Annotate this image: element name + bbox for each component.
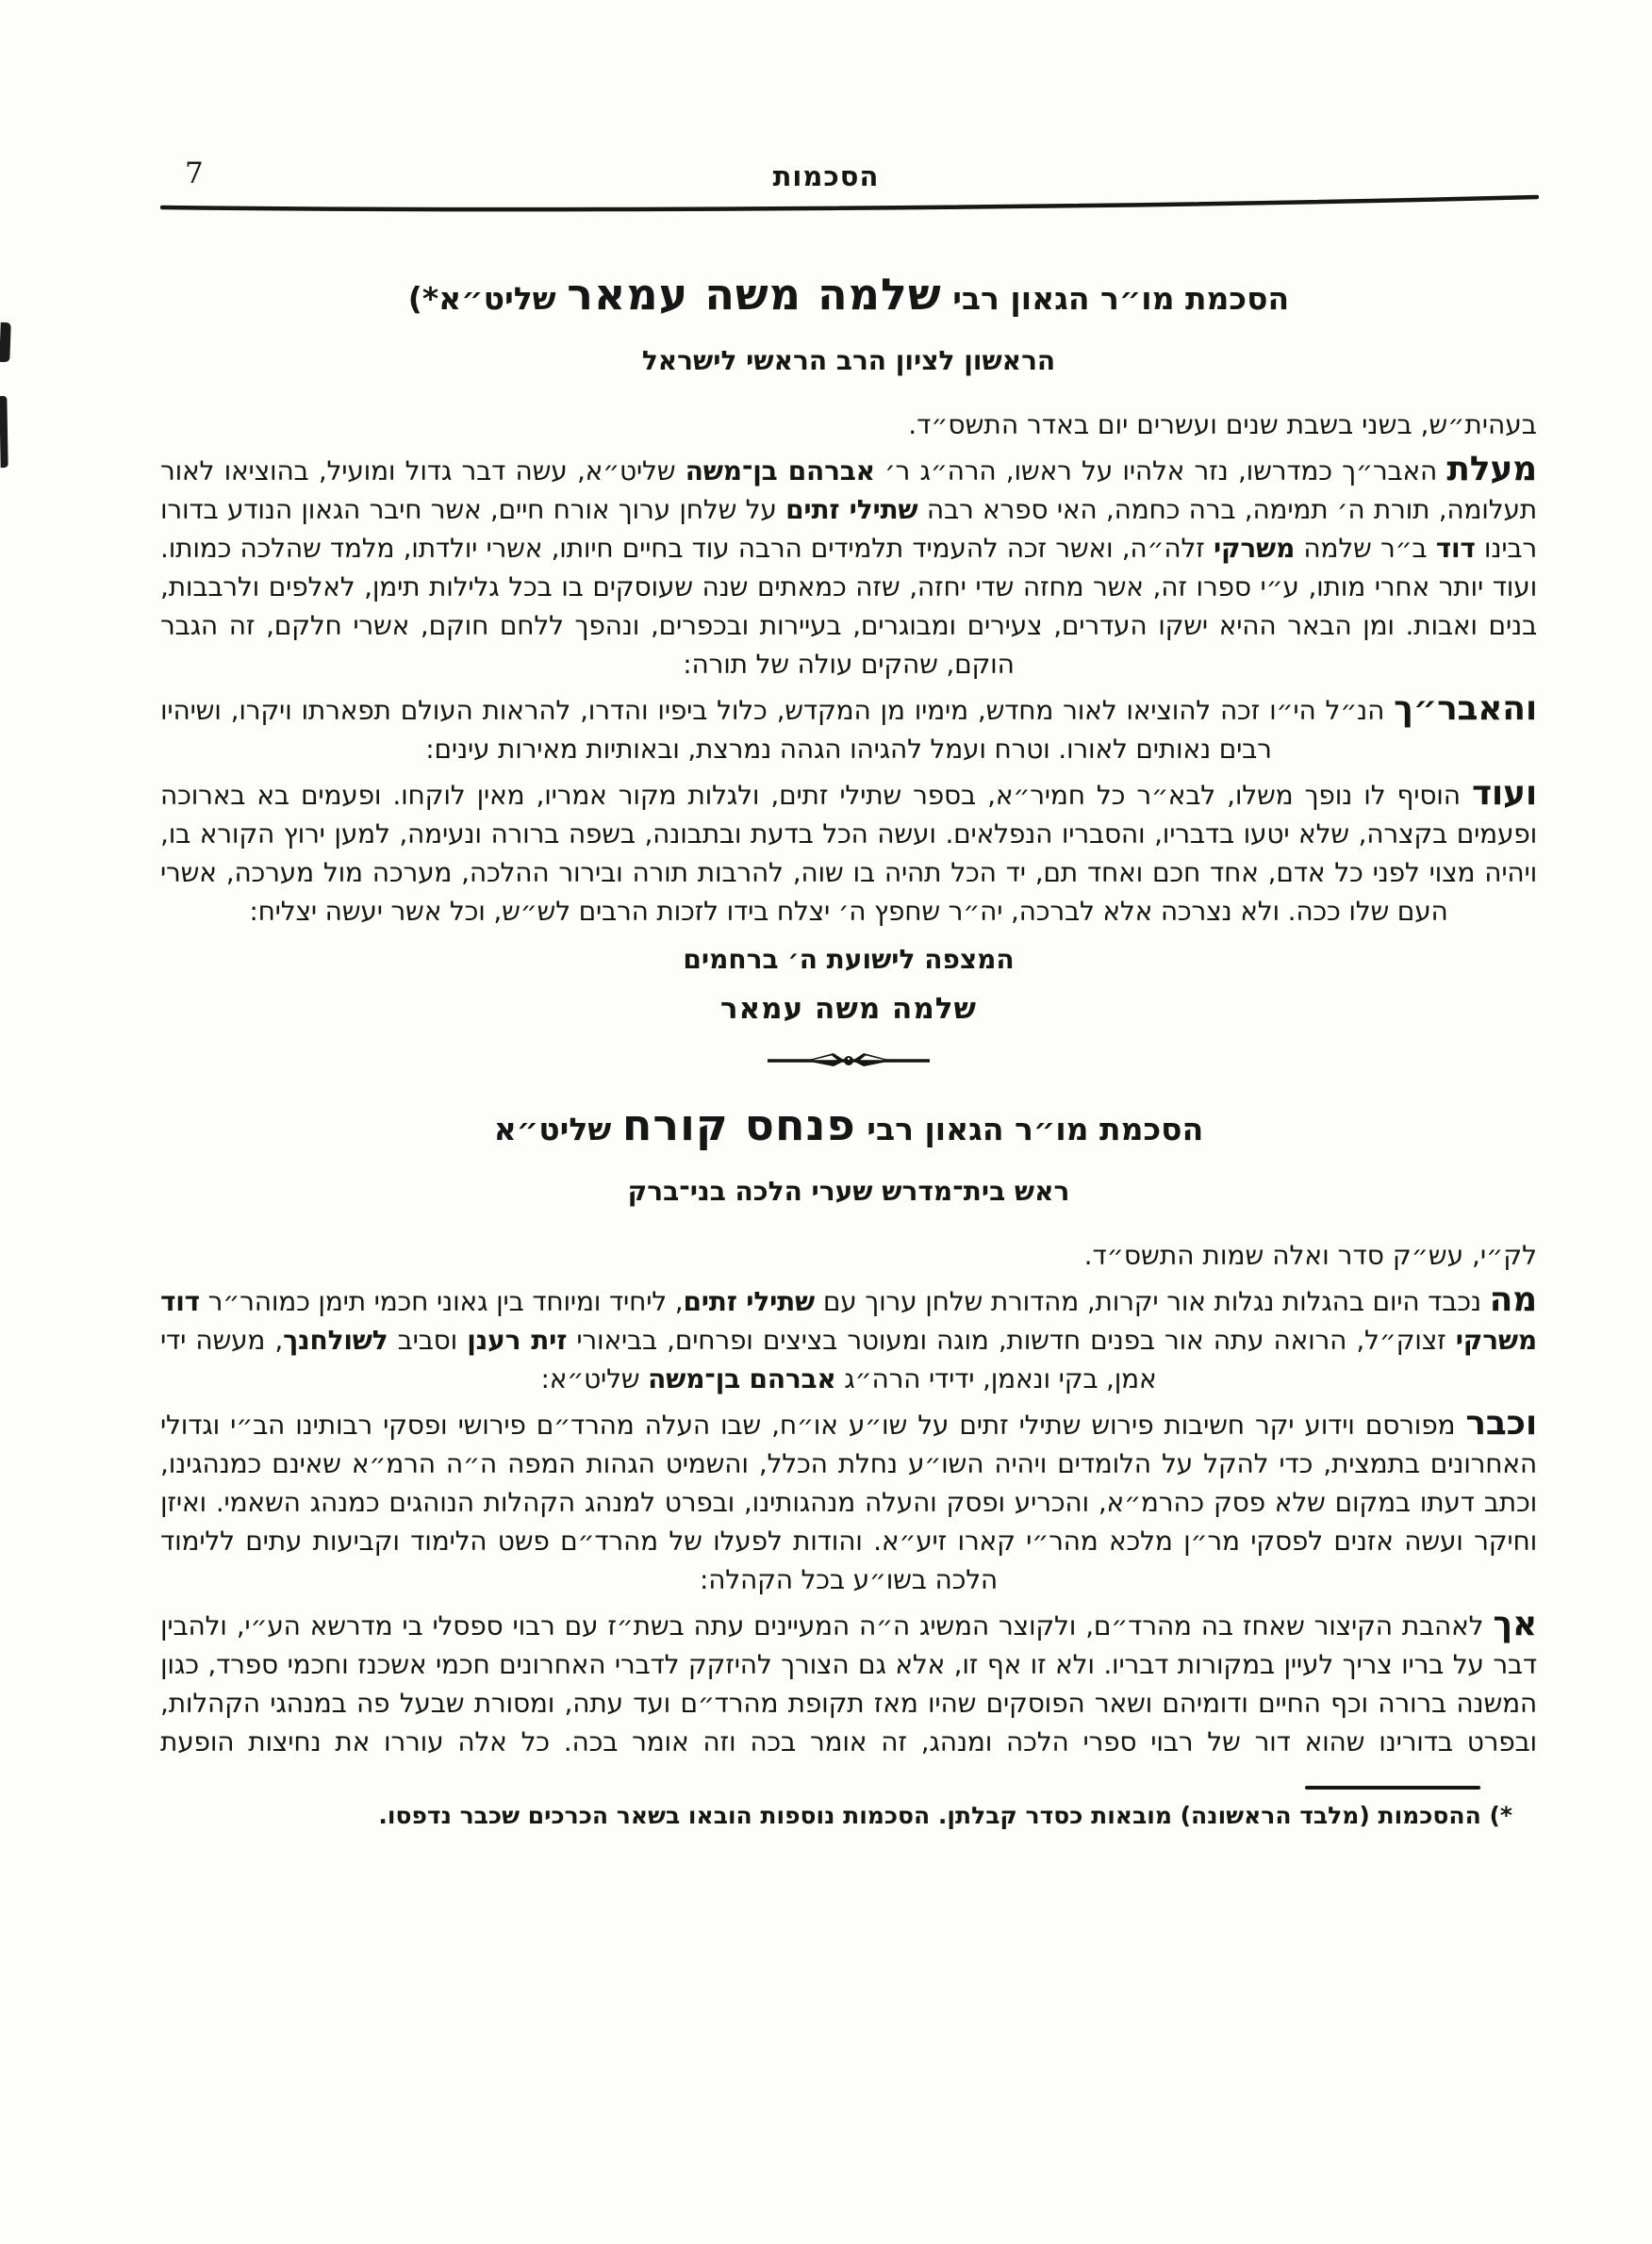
paragraph (160, 452, 1537, 684)
paragraph (160, 691, 1537, 768)
header-rule (160, 194, 1539, 215)
approbation-section-korach (160, 1097, 1537, 1761)
paragraph-lead-word: מה (1489, 1280, 1537, 1319)
footnote-marker: *) (1489, 1802, 1512, 1829)
section-title-name: שלמה משה עמאר (567, 269, 942, 320)
footnote-text (160, 1801, 1537, 1831)
footnote-rule (1305, 1786, 1480, 1790)
paragraph (160, 776, 1537, 931)
section-title (160, 1097, 1537, 1157)
section-title-pre: הסכמת מו״ר הגאון רבי (867, 1111, 1204, 1147)
approbation-section-amar (160, 267, 1537, 1026)
paragraph-lead-word: אך (1493, 1605, 1537, 1643)
dateline: לק״י, עש״ק סדר ואלה שמות התשס״ד. (1083, 1240, 1537, 1271)
text-run: הנ״ל הי״ו זכה להוציאו לאור מחדש, מימיו מן המקדש, כלול ביפיו והדרו, להראות העולם תפארתו ויקרו, ושיהיו רבים נאותים לאורו. וטרח ועמל להגיהו הגהה נמרצת, ובאותיות מאירות עינים: (160, 695, 1395, 765)
text-run: , ליחיד ומיוחד בין גאוני חכמי תימן כמוהר״ר (199, 1286, 684, 1317)
text-run: דוד משרקי (160, 1286, 1537, 1356)
text-run: שליט״א: (540, 1363, 649, 1394)
signature-name: שלמה משה עמאר (719, 992, 978, 1026)
text-run: על שלחן ערוך אורח חיים, אשר חיבר הגאון הנודע בדורו רבינו (160, 494, 1537, 564)
text-run: , מעשה ידי אמן, בקי ונאמן, ידידי הרה״ג (160, 1325, 1157, 1394)
signature-blessing: המצפה לישועת ה׳ ברחמים (683, 944, 1015, 975)
section-divider (160, 1050, 1537, 1075)
text-run: שליט״א, עשה דבר גדול ומועיל, בהוציאו לאור תעלומה, תורת ה׳ תמימה, ברה כחמה, האי ספרא רבה (160, 455, 1537, 525)
paragraphs (160, 452, 1537, 931)
footnote-body: ההסכמות (מלבד הראשונה) מובאות כסדר קבלתן. הסכמות נוספות הובאו בשאר הכרכים שכבר נדפסו. (378, 1802, 1481, 1829)
page-number: 7 (185, 157, 204, 190)
paragraph (160, 1406, 1537, 1599)
running-head-title: הסכמות (772, 160, 880, 192)
section-title-post: שליט״א (493, 1111, 612, 1147)
paragraph-lead-word: ועוד (1471, 774, 1537, 813)
text-run: דוד (1435, 533, 1476, 564)
text-run: לשולחנך (283, 1325, 388, 1356)
paragraph-lead-word: מעלת (1446, 450, 1537, 488)
section-subtitle: ראש בית־מדרש שערי הלכה בני־ברק (627, 1176, 1070, 1207)
paragraph (160, 1282, 1537, 1398)
text-run: מפורסם וידוע יקר חשיבות פירוש שתילי זתים על שו״ע או״ח, שבו העלה מהרד״ם פירושי ופסקי רבותינו הב״י וגדולי האחרונים בתמצית, כדי להקל על הלומדים ויהיה השו״ע נחלת הכלל, והשמיט הגהות המפה ה״ה הרמ״א שאינם כמנהגינו, וכתב דעתו במקום שלא פסק כהרמ״א, והכריע ופסק והעלה מנהגותינו, ובפרט למנהג הקהלות הנוהגים כמנהג השאמי. ואיזן וחיקר ועשה אזנים לפסקי מר״ן מלכא מהר״י קארו זיע״א. והודות לפעלו של מהרד״ם פשט הלימוד וקביעות עתים ללימוד הלכה בשו״ע בכל הקהלה: (160, 1410, 1537, 1595)
section-subtitle: הראשון לציון הרב הראשי לישראל (641, 345, 1056, 376)
text-run: שתילי זתים (785, 494, 918, 525)
scan-artifact (0, 396, 8, 468)
section-title-pre: הסכמת מו״ר הגאון רבי (952, 280, 1290, 317)
footnote (160, 1786, 1537, 1831)
text-run: אברהם בן־משה (648, 1363, 836, 1394)
text-run: שתילי זתים (683, 1286, 816, 1317)
paragraphs (160, 1282, 1537, 1761)
text-run: זית רענן (467, 1325, 568, 1356)
paragraph-lead-word: וכבר (1465, 1404, 1537, 1443)
text-run: זצוק״ל, הרואה עתה אור בפנים חדשות, מוגה ומעוטר בציצים ופרחים, בביאורי (567, 1325, 1456, 1356)
text-run: אברהם בן־משה (685, 455, 875, 487)
text-run: זלה״ה, ואשר זכה להעמיד תלמידים הרבה עוד בחיים חיותו, אשרי יולדתו, מלמד שהלכה כמותו. ועוד יותר אחרי מותו, ע״י ספרו זה, אשר מחזה שדי יחזה, שזה כמאתים שנה שעוסקים בו בכל גלילות תימן, לאלפים ולרבבות, בנים ואבות. ומן הבאר ההיא ישקו העדרים, צעירים ומבוגרים, בעיירות ובכפרים, ונהפך ללחם חוקם, אשרי חלקם, זה הגבר הוקם, שהקים עולה של תורה: (160, 533, 1537, 680)
section-title (160, 267, 1537, 326)
paragraph-lead-word: והאבר״ך (1394, 689, 1537, 728)
text-run: משרקי (1213, 533, 1296, 564)
text-run: לאהבת הקיצור שאחז בה מהרד״ם, ולקוצר המשיג ה״ה המעיינים עתה בשת״ז עם רבוי ספסלי בי מדרשא הע״י, ולהבין דבר על בריו צריך לעיין במקורות דבריו. ולא זו אף זו, אלא גם הצורך להיזקק לדברי האחרונים חכמי אשכנז וחכמי ספרד, כגון המשנה ברורה וכף החיים ודומיהם ושאר הפוסקים שהיו מאז תקופת מהרד״ם ועד עתה, ומסורת שבעל פה במנהגי הקהלות, ובפרט בדורינו שהוא דור של רבוי ספרי הלכה ומנהג, זה אומר בכה וזה אומר בכה. כל אלה עוררו את נחיצות הופעת (160, 1610, 1537, 1757)
text-run: ב״ר שלמה (1295, 533, 1436, 564)
text-run: וסביב (388, 1325, 468, 1356)
paragraph (160, 1607, 1537, 1761)
text-run: נכבד היום בהגלות נגלות אור יקרות, מהדורת שלחן ערוך עם (815, 1286, 1490, 1317)
dateline: בעהית״ש, בשני בשבת שנים ועשרים יום באדר התשס״ד. (908, 409, 1537, 440)
section-title-name: פנחס קורח (621, 1099, 856, 1150)
divider-ornament-icon (768, 1050, 930, 1071)
scan-artifact (0, 322, 11, 362)
text-run: הוסיף לו נופך משלו, לבא״ר כל חמיר״א, בספר שתילי זתים, ולגלות מקור אמריו, מאין לוקחו. ופעמים בא בארוכה ופעמים בקצרה, שלא יטעו בדבריו, והסבריו הנפלאים. ועשה הכל בדעת ובתבונה, בשפה ברורה ונעימה, למען ירוץ הקורא בו, ויהיה מצוי לפני כל אדם, אחד חכם ואחד תם, יד הכל תהיה בו שוה, להרבות תורה ובירור ההלכה, מערכה מול מערכה, אשרי העם שלו ככה. ולא נצרכה אלא לברכה, יה״ר שחפץ ה׳ יצלח בידו לזכות הרבים לש״ש, וכל אשר יעשה יצליח: (160, 780, 1537, 927)
section-title-post: שליט״א*) (407, 280, 556, 317)
text-run: האבר״ך כמדרשו, נזר אלהיו על ראשו, הרה״ג ר׳ (874, 455, 1447, 487)
page-content (160, 267, 1537, 1831)
